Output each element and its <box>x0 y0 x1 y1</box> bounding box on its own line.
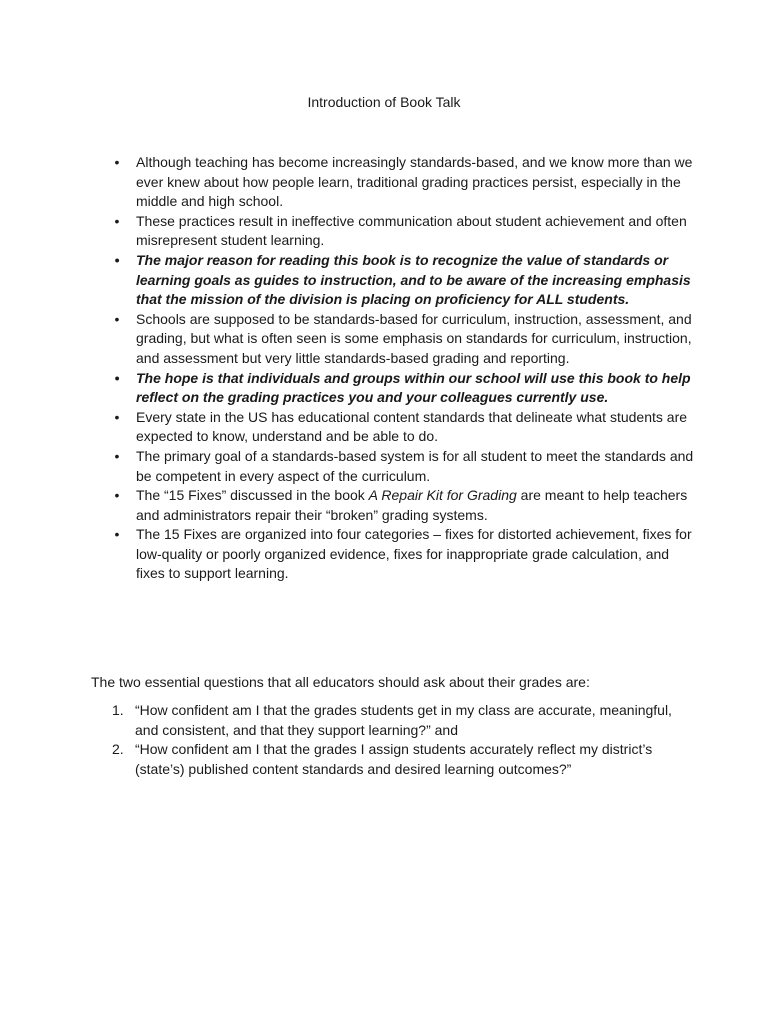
list-item-text-after: are meant to help teachers and administrators repair their “broken” grading systems. <box>136 487 688 523</box>
bullet-icon: • <box>114 251 120 268</box>
question-number: 1. <box>112 702 124 718</box>
list-item-text: Although teaching has become increasingly standards-based, and we know more than we ever knew about how people learn, traditional grading practices persist, especially in the middle and high school. <box>136 154 693 210</box>
question-text: “How confident am I that the grades students get in my class are accurate, meaningful, and consistent, and that they support learning?” and <box>135 702 672 738</box>
bullet-icon: • <box>114 408 120 425</box>
bullet-icon: • <box>114 212 120 229</box>
list-item <box>104 408 694 447</box>
question-item <box>104 740 694 779</box>
list-item-text: The primary goal of a standards-based system is for all student to meet the standards and be competent in every aspect of the curriculum. <box>136 447 694 484</box>
book-title: A Repair Kit for Grading <box>368 487 517 504</box>
bullet-icon: • <box>114 310 120 327</box>
bullet-icon: • <box>114 447 120 464</box>
question-number: 2. <box>112 741 124 757</box>
question-text: “How confident am I that the grades I assign students accurately reflect my district’s (state’s) published content standards and desired learning outcomes?” <box>135 741 653 777</box>
questions-intro: The two essential questions that all educators should ask about their grades are: <box>91 674 590 690</box>
bullet-list <box>104 153 694 584</box>
list-item-text: Schools are supposed to be standards-based for curriculum, instruction, assessment, and grading, but what is often seen is some emphasis on standards for curriculum, instruction, and assessment but very little standards-based grading and reporting. <box>136 310 692 366</box>
list-item <box>104 447 694 486</box>
bullet-icon: • <box>114 369 120 386</box>
questions-list <box>104 701 694 779</box>
list-item <box>104 525 694 584</box>
question-item <box>104 701 694 740</box>
list-item-emphasis <box>104 251 694 310</box>
list-item-text: The major reason for reading this book is to recognize the value of standards or learning goals as guides to instruction, and to be aware of the increasing emphasis that the mission of the division is placing on proficiency for ALL students. <box>136 251 691 308</box>
list-item <box>104 486 694 525</box>
list-item-text: The hope is that individuals and groups within our school will use this book to help reflect on the grading practices you and your colleagues currently use. <box>136 369 691 406</box>
document-title: Introduction of Book Talk <box>307 94 461 110</box>
list-item-text: The 15 Fixes are organized into four categories – fixes for distorted achievement, fixes for low-quality or poorly organized evidence, fixes for inappropriate grade calculation, and fixes to support learning. <box>136 526 692 582</box>
list-item <box>104 153 694 212</box>
list-item-text-before: The “15 Fixes” discussed in the book <box>136 487 369 504</box>
list-item-text: These practices result in ineffective communication about student achievement and often misrepresent student learning. <box>136 212 687 249</box>
bullet-icon: • <box>114 526 120 543</box>
bullet-icon: • <box>114 487 120 504</box>
list-item-emphasis <box>104 369 694 408</box>
list-item <box>104 212 694 251</box>
list-item-text: Every state in the US has educational content standards that delineate what students are expected to know, understand and be able to do. <box>136 408 688 445</box>
list-item <box>104 310 694 369</box>
bullet-icon: • <box>114 154 120 170</box>
